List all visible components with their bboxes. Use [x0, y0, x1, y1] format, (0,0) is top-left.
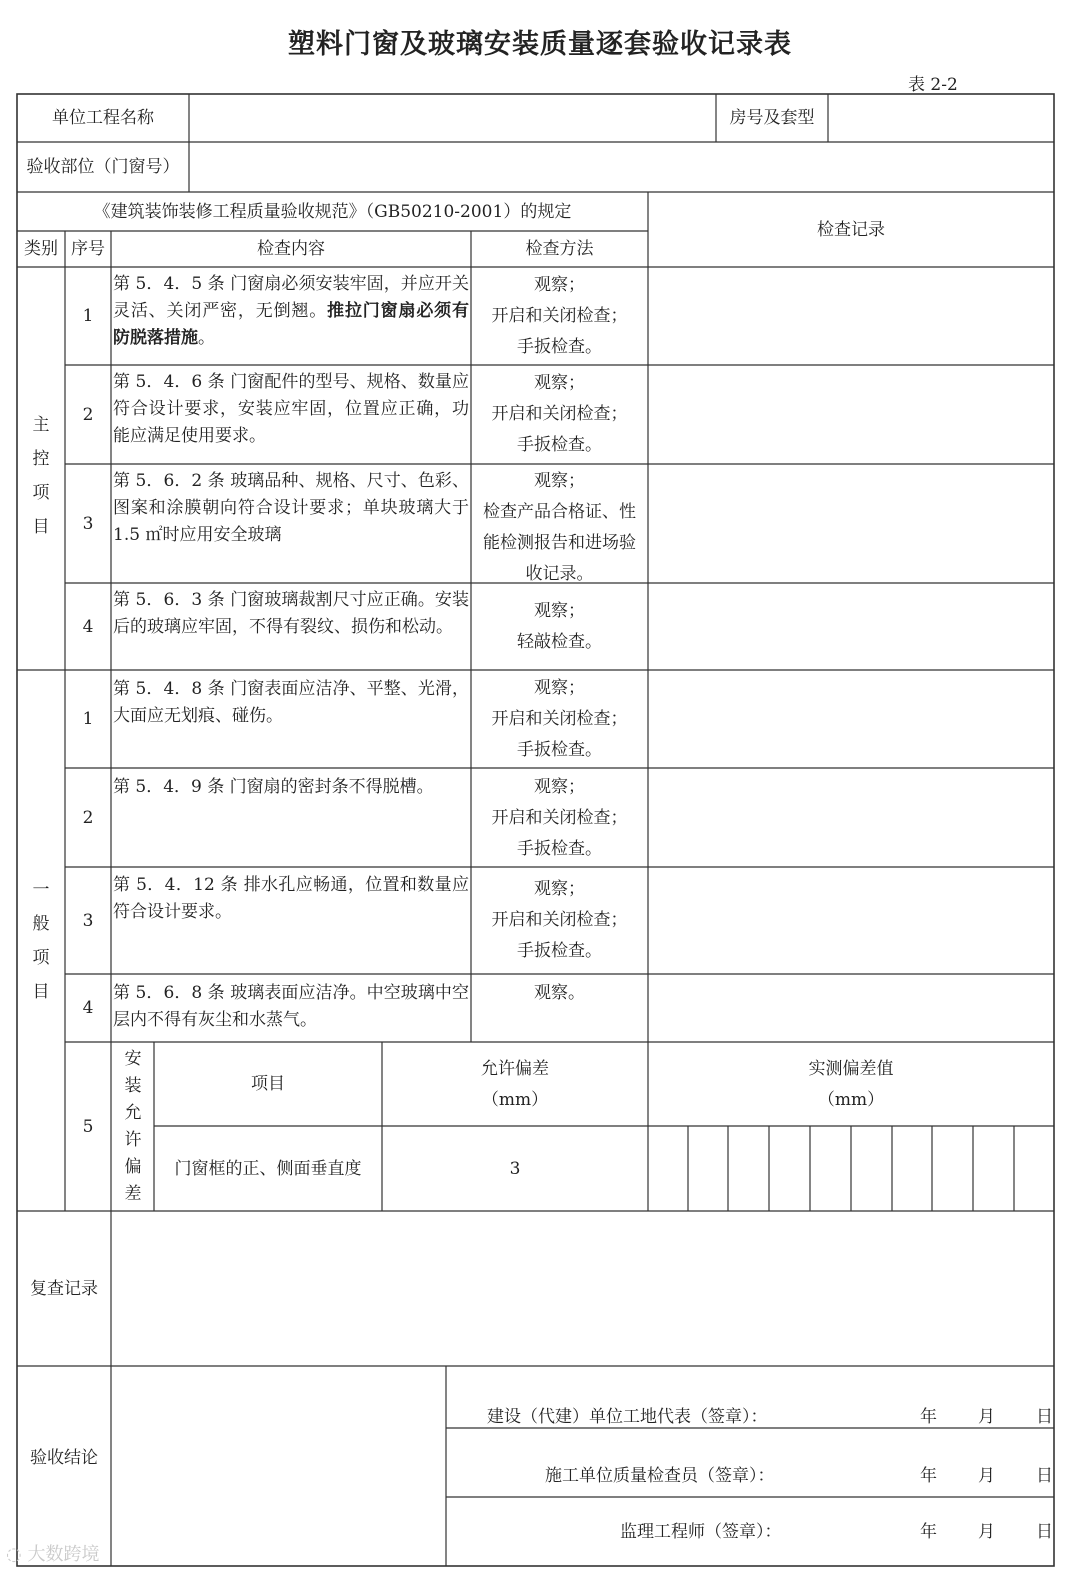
main-item-2-method: 观察； 开启和关闭检查； 手扳检查。: [491, 373, 628, 455]
general-item-1-content: 第 5．4．8 条 门窗表面应洁净、平整、光滑，大面应无划痕、碰伤。: [113, 679, 469, 726]
part-label: 验收部位（门窗号）: [26, 157, 180, 177]
general-item-1-number: 1: [82, 709, 94, 729]
general-item-4-method: 观察。: [534, 983, 585, 1003]
main-item-4-number: 4: [82, 616, 94, 637]
frame-verticality-allowed: 3: [509, 1158, 521, 1179]
main-item-1-content: 第 5．4．5 条 门窗扇必须安装牢固，并应开关灵活、关闭严密，无倒翘。推拉门窗扇必须有防脱落措施。: [113, 274, 469, 348]
owner-rep-month: 月: [978, 1407, 995, 1427]
unit-name-label: 单位工程名称: [52, 108, 154, 128]
install-deviation-label: 安 装 允 许 偏 差: [124, 1049, 142, 1204]
part-field[interactable]: [189, 142, 1054, 192]
general-item-4-record[interactable]: [648, 974, 1054, 1042]
watermark: ◌ 大数跨境: [6, 1544, 100, 1565]
spec-reference: 《建筑装饰装修工程质量验收规范》（GB50210-2001）的规定: [93, 201, 572, 222]
content-header: 检查内容: [257, 239, 325, 259]
review-record-field[interactable]: [111, 1211, 1054, 1366]
general-item-2-record[interactable]: [648, 768, 1054, 867]
number-header: 序号: [71, 239, 105, 259]
main-item-1-number: 1: [82, 306, 94, 326]
deviation-item-header: 项目: [251, 1074, 285, 1094]
owner-rep-signature-label: 建设（代建）单位工地代表（签章）：: [487, 1407, 768, 1427]
general-item-3-record[interactable]: [648, 867, 1054, 974]
main-item-2-record[interactable]: [648, 365, 1054, 464]
general-item-2-method: 观察； 开启和关闭检查； 手扳检查。: [491, 777, 628, 859]
measured-deviation-header: 实测偏差值 （mm）: [808, 1059, 894, 1110]
contractor-qc-month: 月: [978, 1466, 995, 1486]
category-header: 类别: [24, 239, 58, 259]
room-label: 房号及套型: [729, 108, 815, 128]
supervisor-month: 月: [978, 1522, 995, 1542]
contractor-qc-signature-label: 施工单位质量检查员（签章）：: [545, 1466, 775, 1486]
owner-rep-year: 年: [920, 1407, 937, 1427]
main-item-3-content: 第 5．6．2 条 玻璃品种、规格、尺寸、色彩、图案和涂膜朝向符合设计要求；单块玻璃大于 1.5 ㎡时应用安全玻璃: [113, 471, 469, 545]
form-title: 塑料门窗及玻璃安装质量逐套验收记录表: [288, 29, 792, 60]
supervisor-signature-label: 监理工程师（签章）：: [620, 1522, 782, 1542]
supervisor-day: 日: [1036, 1522, 1053, 1542]
general-item-4-content: 第 5．6．8 条 玻璃表面应洁净。中空玻璃中空层内不得有灰尘和水蒸气。: [113, 983, 469, 1030]
allowed-deviation-header: 允许偏差 （mm）: [481, 1059, 549, 1110]
general-item-3-method: 观察； 开启和关闭检查； 手扳检查。: [491, 879, 628, 961]
main-item-3-number: 3: [82, 513, 94, 534]
general-item-5-number: 5: [82, 1116, 94, 1137]
main-item-1-method: 观察； 开启和关闭检查； 手扳检查。: [491, 275, 628, 357]
main-item-4-record[interactable]: [648, 583, 1054, 670]
main-item-4-method: 观察； 轻敲检查。: [517, 601, 602, 652]
measured-deviation-cells[interactable]: [648, 1126, 1054, 1211]
watermark-logo-icon: ◌: [6, 1544, 22, 1565]
acceptance-conclusion-label: 验收结论: [30, 1448, 98, 1468]
general-category: 一 般 项 目: [32, 880, 50, 1002]
supervisor-year: 年: [920, 1522, 937, 1542]
general-item-2-number: 2: [82, 807, 94, 828]
check-record-header: 检查记录: [817, 219, 885, 240]
method-header: 检查方法: [525, 239, 594, 259]
table-number: 表 2-2: [908, 75, 958, 95]
main-item-2-content: 第 5．4．6 条 门窗配件的型号、规格、数量应符合设计要求，安装应牢固，位置应正确，功能应满足使用要求。: [113, 372, 469, 446]
general-item-4-number: 4: [82, 998, 94, 1018]
main-item-2-number: 2: [82, 404, 94, 425]
room-field[interactable]: [828, 94, 1054, 142]
owner-rep-day: 日: [1036, 1407, 1053, 1427]
general-item-3-number: 3: [82, 910, 94, 931]
frame-verticality-item: 门窗框的正、侧面垂直度: [174, 1158, 362, 1179]
acceptance-conclusion-field[interactable]: [111, 1366, 446, 1566]
general-item-2-content: 第 5．4．9 条 门窗扇的密封条不得脱槽。: [113, 777, 434, 797]
main-item-3-method: 观察； 检查产品合格证、性 能检测报告和进场验 收记录。: [483, 471, 636, 584]
general-item-1-method: 观察； 开启和关闭检查； 手扳检查。: [491, 678, 628, 760]
main-control-category: 主 控 项 目: [32, 415, 50, 537]
unit-name-field[interactable]: [189, 94, 716, 142]
contractor-qc-day: 日: [1036, 1466, 1053, 1486]
general-item-3-content: 第 5．4．12 条 排水孔应畅通，位置和数量应符合设计要求。: [113, 875, 469, 922]
main-item-3-record[interactable]: [648, 464, 1054, 583]
general-item-1-record[interactable]: [648, 670, 1054, 768]
main-item-1-record[interactable]: [648, 267, 1054, 365]
main-item-4-content: 第 5．6．3 条 门窗玻璃裁割尺寸应正确。安装后的玻璃应牢固，不得有裂纹、损伤和松动。: [113, 590, 469, 637]
contractor-qc-year: 年: [920, 1466, 937, 1486]
review-record-label: 复查记录: [30, 1278, 98, 1299]
